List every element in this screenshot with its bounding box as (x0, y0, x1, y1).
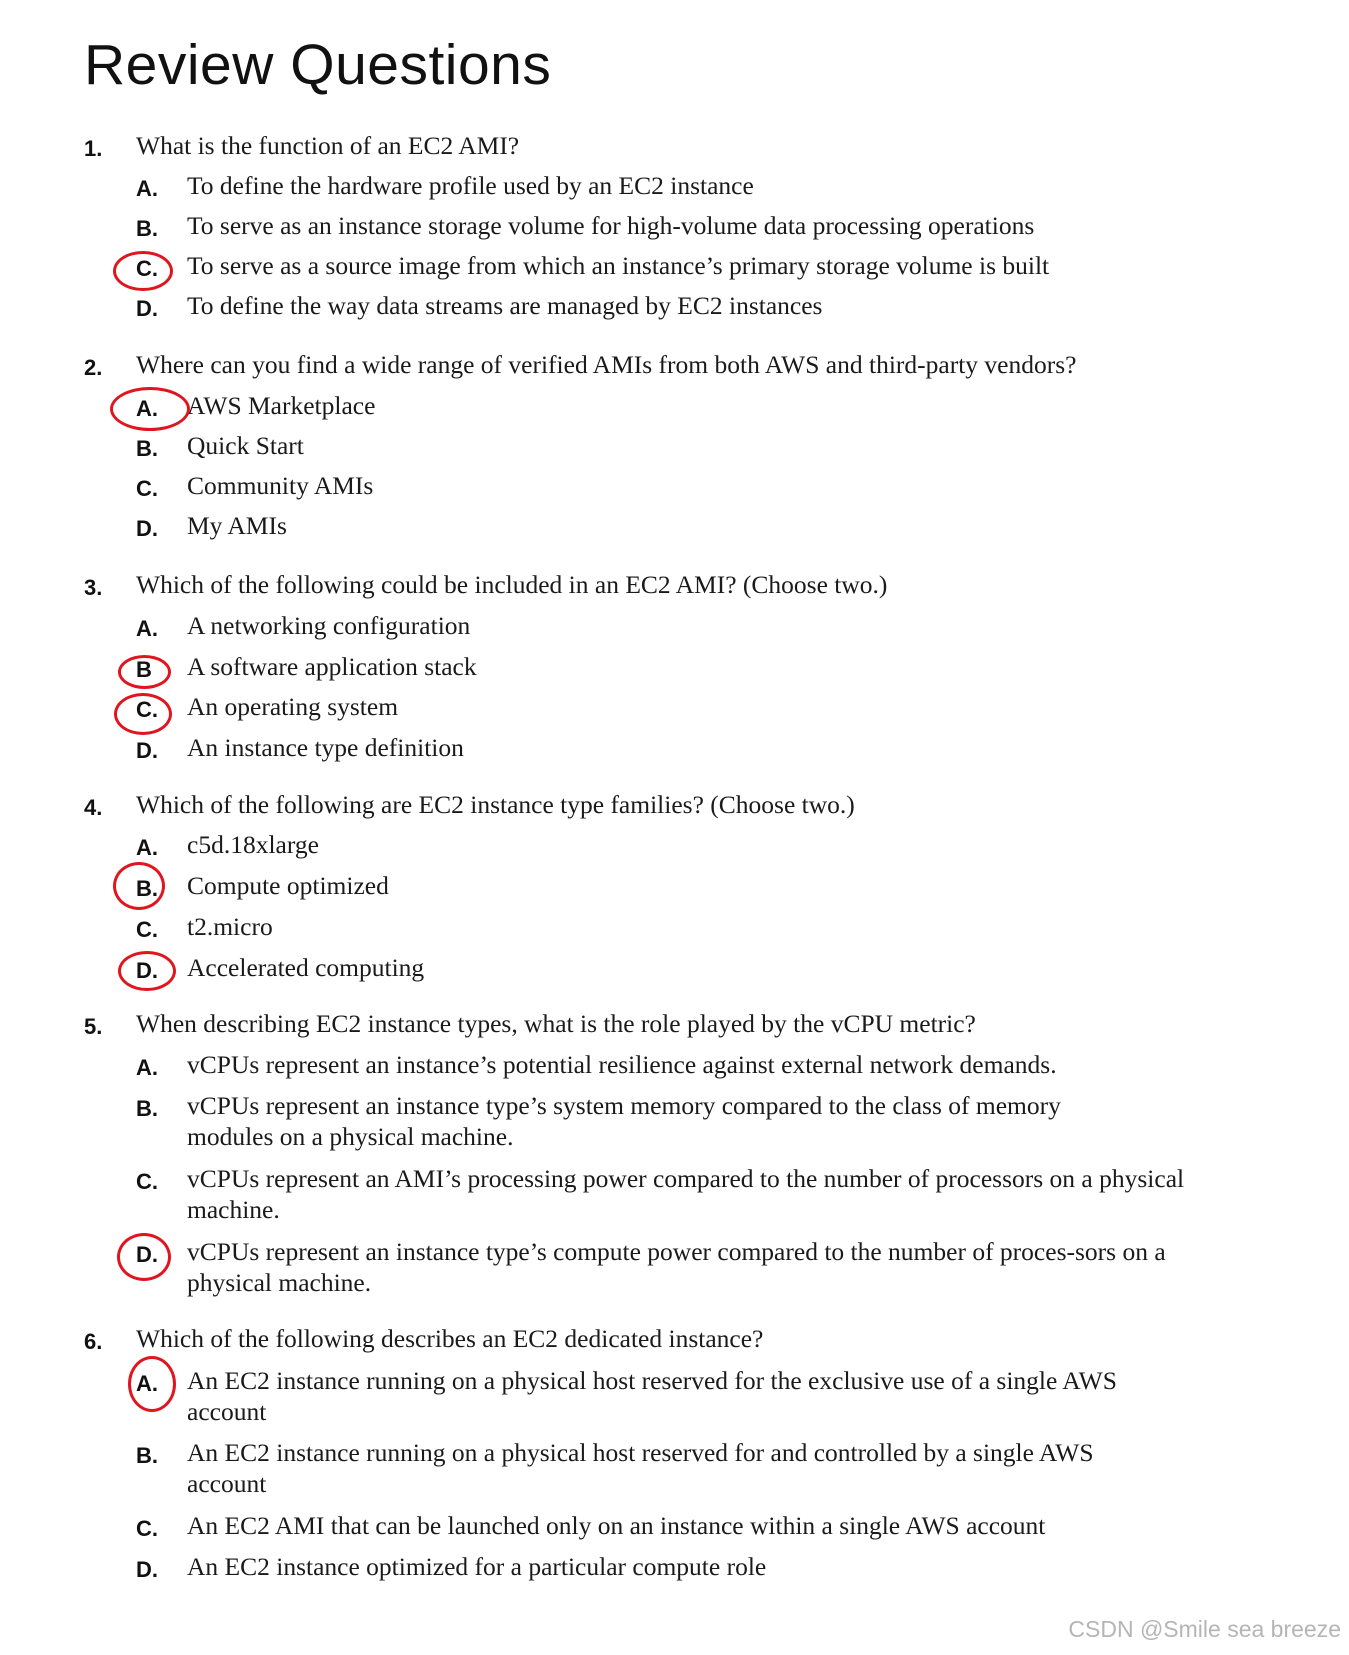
option-text: To define the hardware profile used by an EC2 instance (187, 171, 754, 200)
option-letter: B. (136, 1443, 158, 1468)
answer-circle-mark (113, 251, 173, 291)
answer-circle-mark (118, 951, 176, 991)
option-letter: A. (136, 396, 158, 421)
option-text: A networking configuration (187, 611, 471, 640)
answer-circle-mark (114, 693, 172, 735)
option-text: An EC2 instance optimized for a particular compute role (187, 1552, 767, 1581)
option-letter: D. (136, 1242, 158, 1267)
question-text: Which of the following describes an EC2 dedicated instance? (136, 1324, 764, 1353)
option-letter: B. (136, 216, 158, 241)
option-text: vCPUs represent an instance’s potential resilience against external network demands. (187, 1050, 1057, 1079)
option-letter: C. (136, 256, 158, 281)
option-text: vCPUs represent an instance type’s system memory compared to the class of memory modules on a physical machine. (187, 1091, 1061, 1151)
question-text: What is the function of an EC2 AMI? (136, 131, 520, 160)
option-letter: A. (136, 835, 158, 860)
option-letter: B (136, 657, 152, 682)
option-letter: D. (136, 1557, 158, 1582)
option-text: A software application stack (187, 652, 477, 681)
option-letter: C. (136, 1169, 158, 1194)
answer-circle-mark (113, 862, 165, 910)
answer-circle-mark (117, 1233, 171, 1281)
option-text: An EC2 instance running on a physical host reserved for and controlled by a single AWS account (187, 1438, 1094, 1498)
option-text: vCPUs represent an instance type’s compute power compared to the number of proces-sors on a physical machine. (187, 1237, 1166, 1297)
question-number: 3. (84, 575, 103, 600)
question-text: Which of the following could be included in an EC2 AMI? (Choose two.) (136, 570, 888, 599)
option-letter: C. (136, 476, 158, 501)
option-letter: C. (136, 697, 158, 722)
question-number: 1. (84, 136, 103, 161)
option-letter: D. (136, 516, 158, 541)
option-letter: B. (136, 1096, 158, 1121)
question-number: 6. (84, 1329, 103, 1354)
option-letter: A. (136, 1055, 158, 1080)
option-letter: D. (136, 958, 158, 983)
option-text: An EC2 AMI that can be launched only on an instance within a single AWS account (187, 1511, 1046, 1540)
option-letter: D. (136, 738, 158, 763)
question-number: 2. (84, 355, 103, 380)
page-title: Review Questions (84, 33, 552, 97)
option-letter: C. (136, 917, 158, 942)
question-text: Which of the following are EC2 instance type families? (Choose two.) (136, 790, 855, 819)
option-text: Accelerated computing (187, 953, 425, 982)
answer-circle-mark (110, 387, 190, 431)
watermark: CSDN @Smile sea breeze (1068, 1616, 1341, 1642)
question-number: 5. (84, 1014, 103, 1039)
answer-circle-mark (128, 1356, 176, 1412)
question-text: Where can you find a wide range of verified AMIs from both AWS and third-party vendors? (136, 350, 1077, 379)
option-text: An EC2 instance running on a physical host reserved for the exclusive use of a single AWS account (187, 1366, 1117, 1426)
option-text: My AMIs (187, 511, 287, 540)
option-text: An operating system (187, 692, 399, 721)
option-text: To define the way data streams are managed by EC2 instances (187, 291, 823, 320)
option-text: To serve as an instance storage volume for high-volume data processing operations (187, 211, 1035, 240)
option-letter: A. (136, 616, 158, 641)
option-letter: A. (136, 176, 158, 201)
option-text: AWS Marketplace (187, 391, 376, 420)
option-letter: B. (136, 436, 158, 461)
option-text: To serve as a source image from which an instance’s primary storage volume is built (187, 251, 1050, 280)
question-text: When describing EC2 instance types, what is the role played by the vCPU metric? (136, 1009, 976, 1038)
option-text: An instance type definition (187, 733, 464, 762)
option-letter: D. (136, 296, 158, 321)
option-text: Compute optimized (187, 871, 389, 900)
question-number: 4. (84, 795, 103, 820)
option-text: c5d.18xlarge (187, 830, 319, 859)
option-text: Quick Start (187, 431, 304, 460)
answer-circle-mark (118, 655, 171, 689)
option-text: Community AMIs (187, 471, 374, 500)
option-letter: A. (136, 1371, 158, 1396)
option-text: vCPUs represent an AMI’s processing power compared to the number of processors on a physical machine. (187, 1164, 1185, 1224)
option-text: t2.micro (187, 912, 273, 941)
option-letter: B. (136, 876, 158, 901)
option-letter: C. (136, 1516, 158, 1541)
